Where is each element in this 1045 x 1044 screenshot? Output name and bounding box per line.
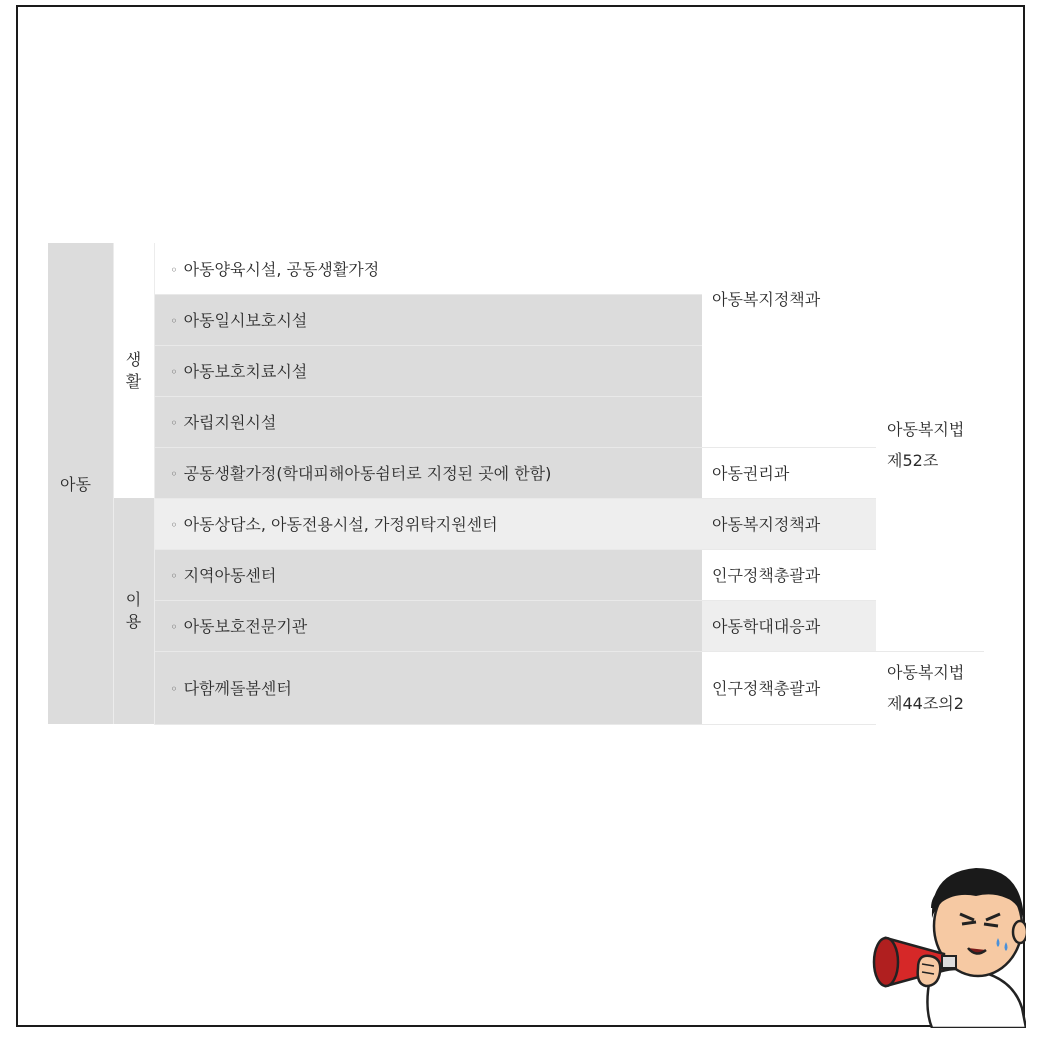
group-cell-use [113, 498, 154, 724]
item-cell: ◦ 자립지원시설 [154, 396, 702, 447]
item-cell: ◦ 공동생활가정(학대피해아동쉼터로 지정된 곳에 한함) [154, 447, 702, 498]
category-cell [48, 243, 113, 724]
dept-cell: 아동학대대응과 [702, 600, 876, 651]
law-cell: 아동복지법 제52조 [876, 243, 984, 651]
table-row [48, 498, 984, 549]
facility-table [48, 243, 984, 725]
law-cell: 아동복지법 제44조의2 [876, 651, 984, 724]
dept-cell: 인구정책총괄과 [702, 651, 876, 724]
table-row [48, 447, 984, 498]
item-cell: ◦ 지역아동센터 [154, 549, 702, 600]
group-label-living: 생활 [125, 349, 142, 391]
dept-cell: 인구정책총괄과 [702, 549, 876, 600]
item-cell: ◦ 아동보호전문기관 [154, 600, 702, 651]
item-cell: ◦ 아동양육시설, 공동생활가정 [154, 243, 702, 294]
dept-cell: 아동복지정책과 [702, 243, 876, 447]
bullet-icon: ◦ [170, 314, 178, 328]
bullet-icon: ◦ [170, 262, 178, 277]
table-row [48, 243, 984, 294]
category-label: 아동 [60, 475, 91, 494]
bullet-icon: ◦ [170, 569, 178, 583]
dept-cell: 아동복지정책과 [702, 498, 876, 549]
group-cell-living [113, 243, 154, 498]
bullet-icon: ◦ [170, 620, 178, 634]
dept-cell: 아동권리과 [702, 447, 876, 498]
item-cell: ◦ 다함께돌봄센터 [154, 651, 702, 724]
item-cell: ◦ 아동상담소, 아동전용시설, 가정위탁지원센터 [154, 498, 702, 549]
item-cell: ◦ 아동보호치료시설 [154, 345, 702, 396]
bullet-icon: ◦ [170, 682, 178, 696]
group-label-use: 이용 [125, 590, 142, 631]
table-row [48, 549, 984, 600]
item-cell: ◦ 아동일시보호시설 [154, 294, 702, 345]
bullet-icon: ◦ [170, 416, 178, 430]
bullet-icon: ◦ [170, 365, 178, 379]
megaphone-mascot-icon [872, 858, 1026, 1028]
bullet-icon: ◦ [170, 518, 178, 532]
bullet-icon: ◦ [170, 467, 178, 481]
table-row [48, 600, 984, 651]
table-row [48, 651, 984, 724]
